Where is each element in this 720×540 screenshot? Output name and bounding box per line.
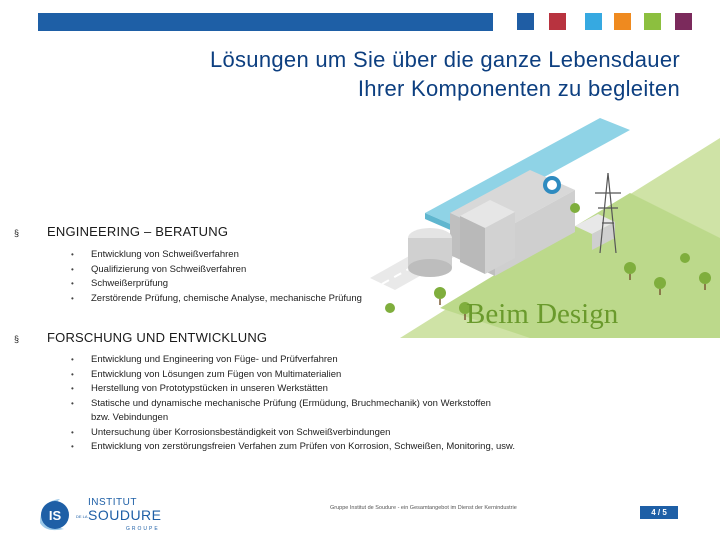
square-purple xyxy=(675,13,692,30)
list-item: • Untersuchung über Korrosionsbeständigkeit von Schweißverbindungen xyxy=(71,426,515,441)
list-item: • Entwicklung und Engineering von Füge- und Prüfverfahren xyxy=(71,353,515,368)
title-line-2: Ihrer Komponenten zu begleiten xyxy=(357,76,680,101)
list-item: • Entwicklung von Lösungen zum Fügen von Multimaterialien xyxy=(71,368,515,383)
forschung-list xyxy=(71,353,515,455)
section-bullet-icon: § xyxy=(14,228,20,238)
list-item: • Schweißerprüfung xyxy=(71,277,362,292)
header-accent-bar xyxy=(38,13,493,31)
section-bullet-icon: § xyxy=(14,334,20,344)
title-line-1: Lösungen um Sie über die ganze Lebensdauer xyxy=(209,47,680,72)
footer-text: Gruppe Institut de Soudure - ein Gesamtangebot im Dienst der Kernindustrie xyxy=(330,505,517,511)
page-title xyxy=(60,45,680,103)
engineering-list xyxy=(71,248,362,306)
logo-line-2: SOUDURE xyxy=(88,507,162,523)
list-bullet-icon: • xyxy=(71,355,74,364)
list-bullet-icon: • xyxy=(71,427,74,437)
page-number: 4 / 5 xyxy=(640,506,678,519)
list-bullet-icon: • xyxy=(71,264,74,274)
list-bullet-icon: • xyxy=(71,442,74,451)
logo-badge: IS xyxy=(48,508,62,523)
logo-line-2-prefix: DE LA xyxy=(76,514,88,519)
section-heading-engineering: ENGINEERING – BERATUNG xyxy=(47,224,229,239)
list-item: • Zerstörende Prüfung, chemische Analyse, mechanische Prüfung xyxy=(71,292,362,307)
institut-de-soudure-logo xyxy=(38,493,168,533)
list-bullet-icon: • xyxy=(71,398,74,408)
list-item-continuation: bzw. Vebindungen xyxy=(91,412,169,423)
logo-line-1: INSTITUT xyxy=(88,497,137,508)
list-item: • Herstellung von Prototypstücken in unseren Werkstätten xyxy=(71,382,515,397)
square-green xyxy=(644,13,661,30)
section-heading-forschung: FORSCHUNG UND ENTWICKLUNG xyxy=(47,330,268,345)
callout-text: Beim Design xyxy=(466,298,619,330)
list-item: • Entwicklung von Schweißverfahren xyxy=(71,248,362,263)
logo-line-3: GROUPE xyxy=(126,526,160,532)
list-bullet-icon: • xyxy=(71,250,74,259)
list-bullet-icon: • xyxy=(71,279,74,288)
square-red xyxy=(549,13,566,30)
list-item: • Entwicklung von zerstörungsfreien Verfahen zum Prüfen von Korrosion, Schweißen, Monitoring, usw. xyxy=(71,440,515,455)
list-bullet-icon: • xyxy=(71,293,74,303)
list-item: • Qualifizierung von Schweißverfahren xyxy=(71,263,362,278)
square-orange xyxy=(614,13,631,30)
square-dark-blue xyxy=(517,13,534,30)
list-item: • Statische und dynamische mechanische Prüfung (Ermüdung, Bruchmechanik) von Werkstoffen xyxy=(71,397,515,412)
list-bullet-icon: • xyxy=(71,369,74,379)
square-light-blue xyxy=(585,13,602,30)
list-bullet-icon: • xyxy=(71,384,74,393)
